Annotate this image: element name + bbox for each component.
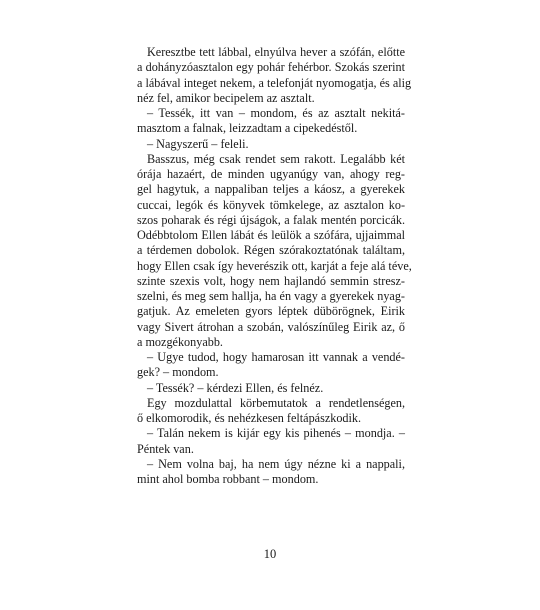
text-line: gatjuk. Az emeleten gyors léptek dübörögnek, Eirik (137, 304, 405, 319)
body-text (137, 45, 412, 487)
text-line: cuccai, legók és könyvek tömkelege, az asztalon ko- (137, 197, 405, 212)
text-line: – Nem volna baj, ha nem úgy nézne ki a nappali, (147, 456, 405, 471)
text-line: Péntek van. (137, 441, 194, 456)
text-line: Basszus, még csak rendet sem rakott. Legalább két (147, 151, 405, 166)
text-line: néz fel, amikor becipelem az asztalt. (137, 90, 315, 105)
text-line: mint ahol bomba robbant – mondom. (137, 472, 319, 486)
text-line: gek? – mondom. (137, 365, 219, 380)
text-line: Odébbtolom Ellen lábát és leülök a szófára, ujjaimmal (137, 228, 405, 242)
text-line: a lábával integet nekem, a telefonját nyomogatja, és alig (137, 75, 412, 90)
text-line: szelni, és meg sem hallja, ha én vagy a gyerekek nyag- (137, 289, 405, 303)
text-line: Keresztbe tett lábbal, elnyúlva hever a szófán, előtte (147, 45, 405, 59)
text-line: ő elkomorodik, és nehézkesen feltápászkodik. (137, 411, 362, 425)
page-number: 10 (263, 547, 277, 561)
text-line: masztom a falnak, leizzadtam a cipekedéstől. (137, 121, 358, 136)
text-line: – Nagyszerű – feleli. (147, 136, 249, 151)
text-line: a térdemen dobolok. Régen szórakoztatónak találtam, (137, 243, 405, 258)
text-line: vagy Sivert átrohan a szobán, valószínűleg Eirik az, ő (137, 319, 405, 334)
text-line: hogy Ellen csak így heverészik ott, karját a feje alá téve, (137, 258, 412, 273)
text-line: gel hagytuk, a nappaliban teljes a káosz, a gyerekek (137, 182, 405, 197)
text-line: órája hazaért, de minden ugyanúgy van, ahogy reg- (137, 167, 405, 181)
text-line: – Ugye tudod, hogy hamarosan itt vannak a vendé- (147, 350, 405, 364)
text-line: Egy mozdulattal körbemutatok a rendetlenségen, (147, 395, 405, 410)
text-line: a dohányzóasztalon egy pohár fehérbor. Szokás szerint (137, 60, 405, 75)
text-line: szos poharak és régi újságok, a falak mentén porcicák. (137, 212, 405, 227)
text-line: – Talán nekem is kijár egy kis pihenés – mondja. – (147, 426, 405, 441)
text-line: a mozgékonyabb. (137, 334, 223, 349)
text-line: – Tessék, itt van – mondom, és az asztalt nekitá- (147, 106, 405, 120)
text-line: – Tessék? – kérdezi Ellen, és felnéz. (147, 380, 324, 395)
text-line: szinte szexis volt, hogy nem hajlandó semmin stresz- (137, 273, 405, 288)
